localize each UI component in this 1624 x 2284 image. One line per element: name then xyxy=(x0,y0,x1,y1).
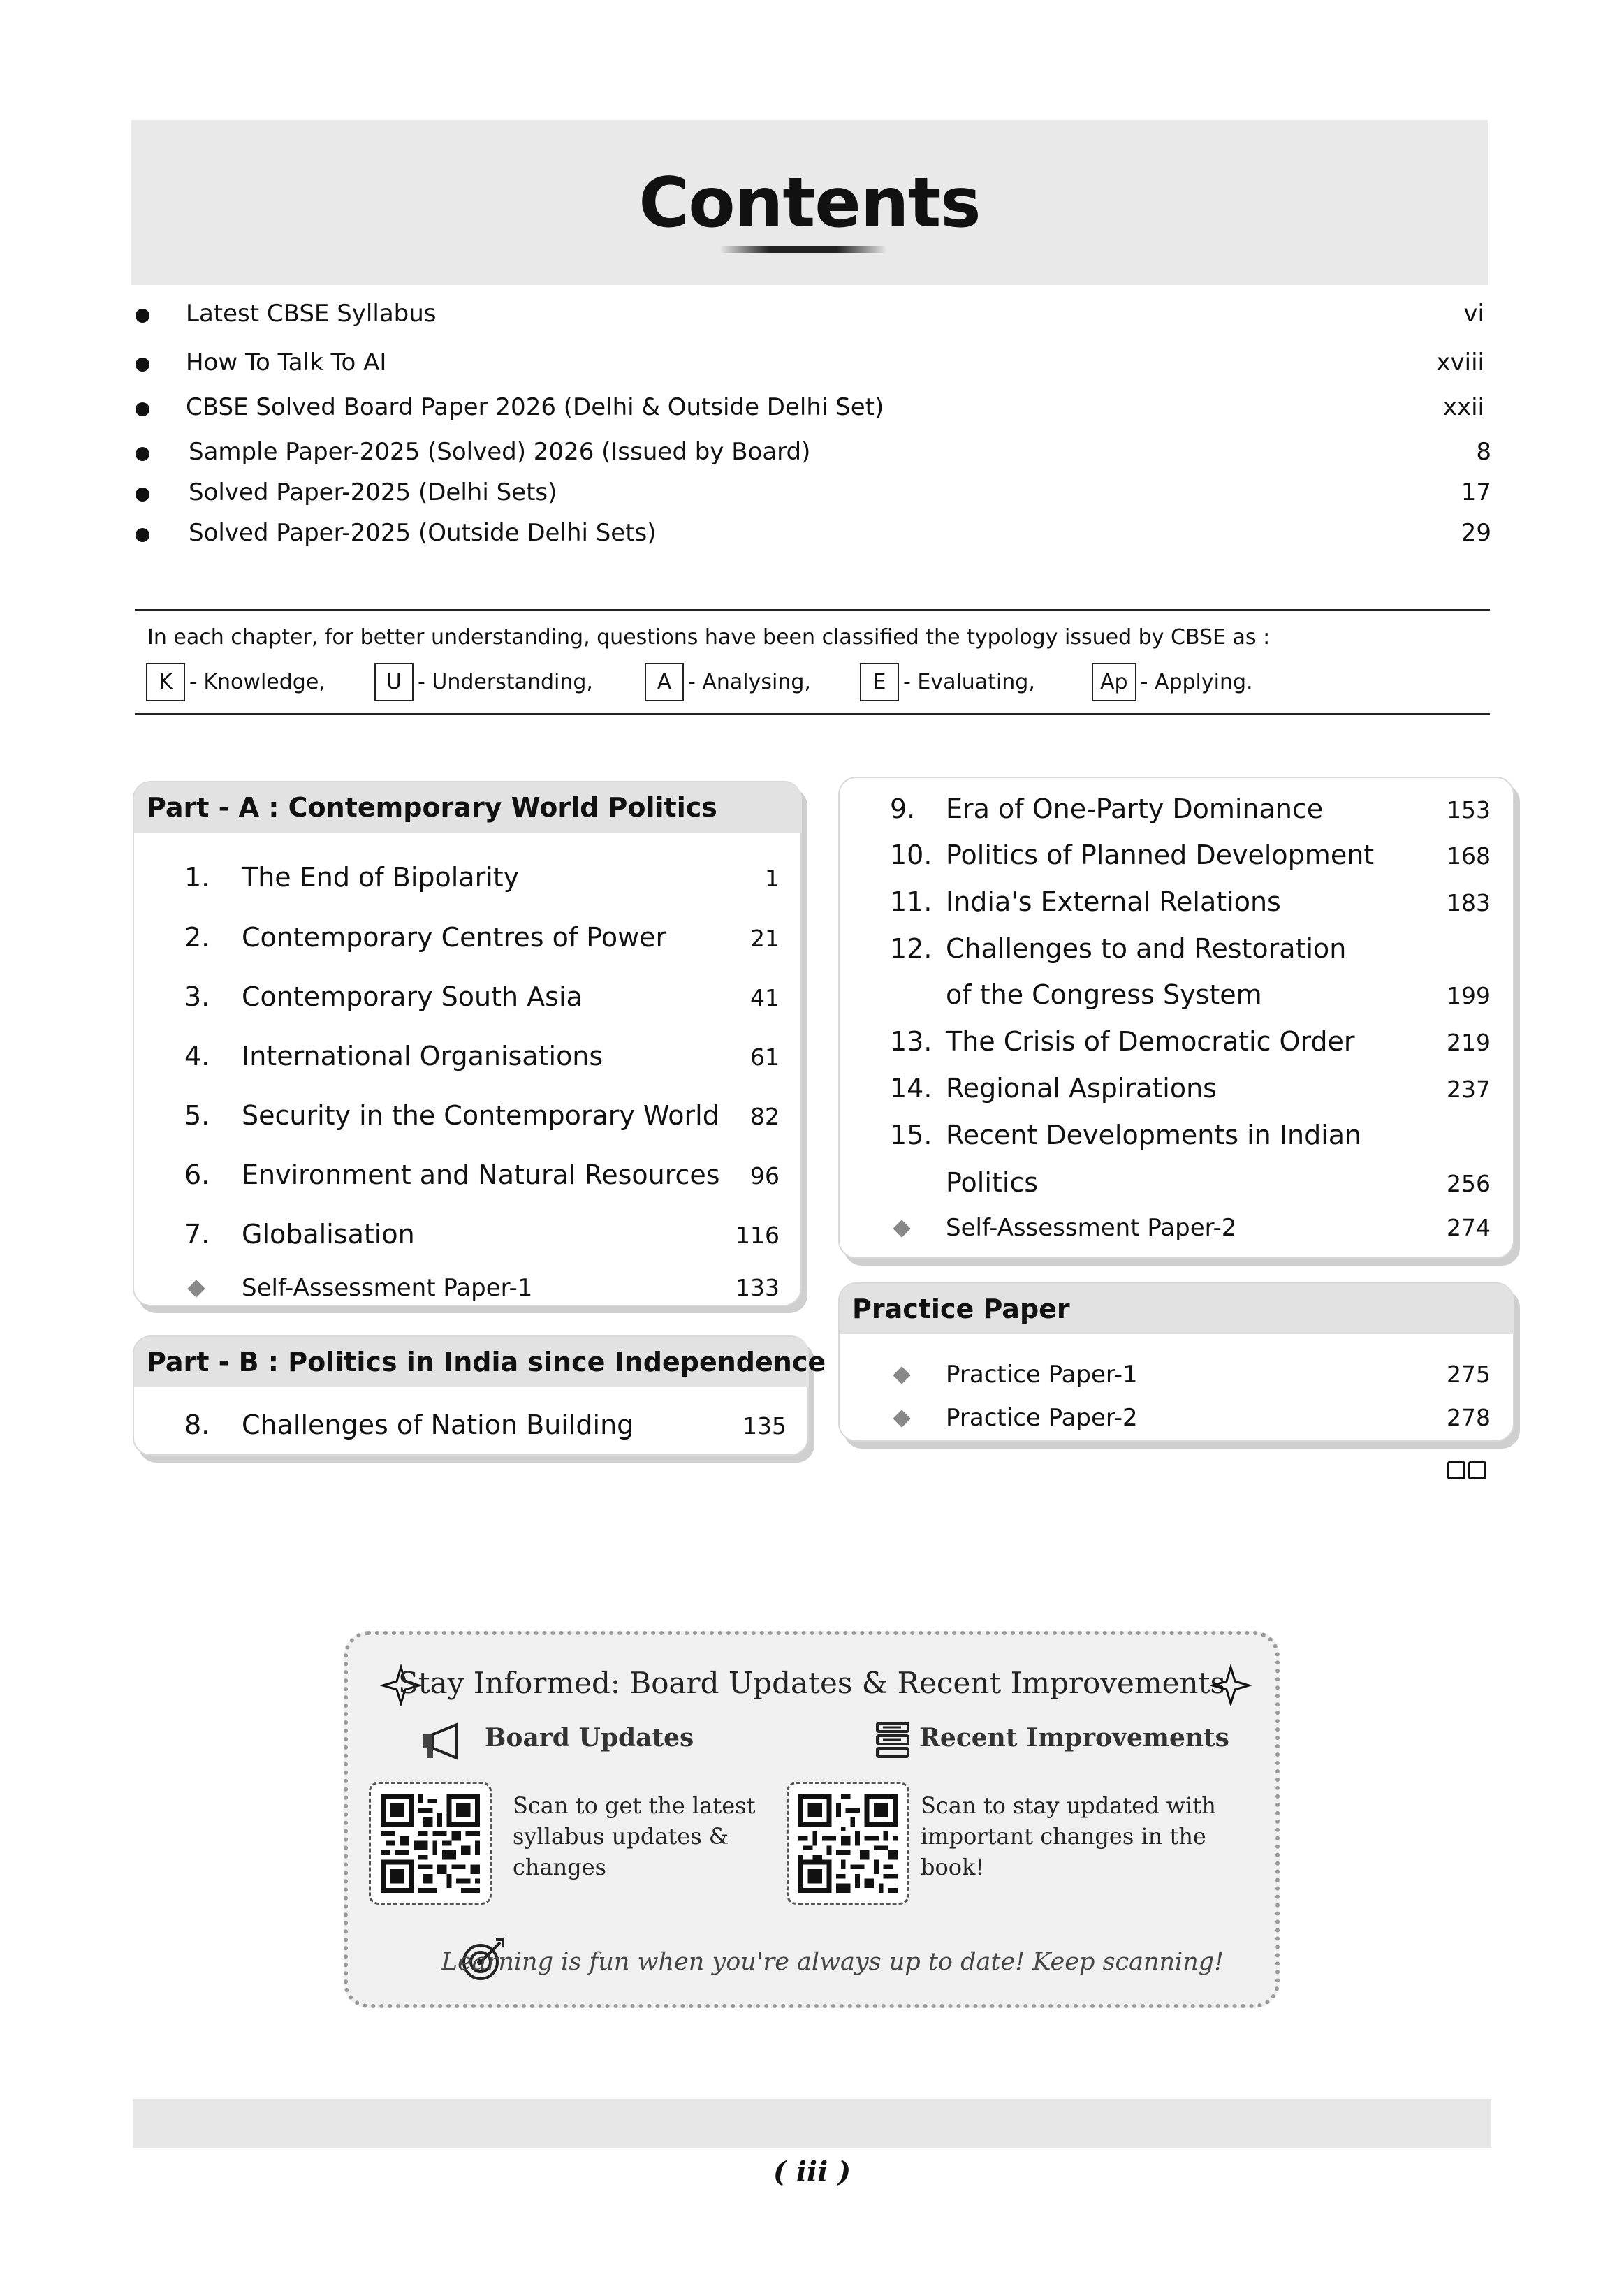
sparkle-icon xyxy=(1210,1664,1252,1706)
chapter-title: Contemporary Centres of Power xyxy=(242,922,667,953)
typology-key: U xyxy=(374,663,414,701)
chapter-number: 5. xyxy=(184,1100,210,1131)
typology-legend xyxy=(135,609,1490,715)
item-label: Sample Paper-2025 (Solved) 2026 (Issued by Board) xyxy=(189,438,811,466)
chapter-title: Contemporary South Asia xyxy=(242,981,583,1012)
practice-heading: Practice Paper xyxy=(852,1294,1070,1324)
chapter-number: 8. xyxy=(184,1410,210,1440)
chapter-number: 4. xyxy=(184,1041,210,1071)
typology-label: - Knowledge, xyxy=(189,669,325,694)
assessment-page: 133 xyxy=(736,1274,780,1301)
practice-row[interactable] xyxy=(890,1401,1491,1436)
part-b-header xyxy=(134,1337,826,1387)
chapter-title: Challenges to and Restoration xyxy=(946,933,1347,964)
chapter-title: Recent Developments in Indian xyxy=(946,1120,1362,1150)
chapter-row[interactable] xyxy=(184,981,780,1016)
chapter-row[interactable] xyxy=(184,1219,780,1254)
item-page: 8 xyxy=(1476,438,1491,466)
typology-item xyxy=(645,660,811,703)
chapter-title: Globalisation xyxy=(242,1219,415,1250)
chapter-row[interactable] xyxy=(890,1120,1491,1203)
practice-title: Practice Paper-2 xyxy=(946,1404,1138,1432)
diamond-icon xyxy=(893,1366,910,1384)
item-label: Solved Paper-2025 (Delhi Sets) xyxy=(189,478,557,506)
chapter-row[interactable] xyxy=(184,1100,780,1135)
bullet-icon xyxy=(136,309,149,323)
page-number: ( iii ) xyxy=(773,2155,851,2188)
list-item[interactable] xyxy=(133,476,1491,511)
bullet-icon xyxy=(136,402,149,416)
item-label: How To Talk To AI xyxy=(186,349,387,376)
item-label: Latest CBSE Syllabus xyxy=(186,300,437,328)
chapter-row[interactable] xyxy=(890,886,1491,921)
board-updates-heading: Board Updates xyxy=(485,1723,694,1752)
chapter-number: 7. xyxy=(184,1219,210,1250)
chapter-page: 61 xyxy=(750,1044,780,1071)
typology-label: - Understanding, xyxy=(418,669,593,694)
list-item[interactable] xyxy=(133,516,1491,551)
chapter-title: India's External Relations xyxy=(946,886,1281,917)
part-b-panel xyxy=(133,1335,826,1456)
chapter-title: Security in the Contemporary World xyxy=(242,1100,719,1131)
chapter-row[interactable] xyxy=(184,862,780,897)
part-b-continued-panel xyxy=(838,777,1514,1259)
part-a-header xyxy=(134,782,802,833)
part-b-heading: Part - B : Politics in India since Independence xyxy=(147,1347,826,1377)
chapter-number: 3. xyxy=(184,981,210,1012)
info-footer: Learning is fun when you're always up to date! Keep scanning! xyxy=(441,1948,1224,1976)
typology-label: - Evaluating, xyxy=(903,669,1035,694)
typology-item xyxy=(860,660,1035,703)
list-item[interactable] xyxy=(133,435,1491,470)
chapter-title: Politics of Planned Development xyxy=(946,840,1375,870)
typology-key: E xyxy=(860,663,899,701)
scan-text-line: Scan to get the latest xyxy=(513,1792,756,1819)
practice-title: Practice Paper-1 xyxy=(946,1361,1138,1389)
typology-key: Ap xyxy=(1092,663,1136,701)
typology-label: - Analysing, xyxy=(688,669,811,694)
page-title: Contents xyxy=(638,163,981,243)
chapter-number: 6. xyxy=(184,1159,210,1190)
board-updates-qr-code[interactable] xyxy=(369,1782,492,1905)
chapter-page: 183 xyxy=(1447,889,1491,916)
practice-paper-panel xyxy=(838,1282,1514,1442)
typology-key: K xyxy=(146,663,185,701)
chapter-row[interactable] xyxy=(184,1159,780,1194)
diamond-icon xyxy=(893,1220,910,1237)
recent-improvements-text xyxy=(921,1790,1216,1882)
scan-text-line: Scan to stay updated with xyxy=(921,1792,1216,1819)
chapter-row[interactable] xyxy=(890,933,1491,1017)
chapter-page: 199 xyxy=(1447,982,1491,1009)
chapter-page: 237 xyxy=(1447,1076,1491,1103)
part-a-heading: Part - A : Contemporary World Politics xyxy=(147,792,717,823)
chapter-row[interactable] xyxy=(890,1026,1491,1061)
assessment-row[interactable] xyxy=(184,1271,780,1306)
info-title: Stay Informed: Board Updates & Recent Improvements xyxy=(397,1666,1226,1700)
bullet-icon xyxy=(136,488,149,502)
chapter-row[interactable] xyxy=(184,1410,787,1444)
chapter-page: 21 xyxy=(750,925,780,952)
item-page: vi xyxy=(1463,300,1484,328)
chapter-title: The End of Bipolarity xyxy=(242,862,520,893)
typology-label: - Applying. xyxy=(1140,669,1253,694)
stay-informed-box xyxy=(344,1631,1280,2008)
assessment-title: Self-Assessment Paper-1 xyxy=(242,1274,533,1302)
chapter-page: 153 xyxy=(1447,796,1491,823)
chapter-number: 2. xyxy=(184,922,210,953)
chapter-row[interactable] xyxy=(890,1073,1491,1108)
typology-key: A xyxy=(645,663,684,701)
books-icon xyxy=(873,1720,912,1761)
item-page: 17 xyxy=(1461,478,1491,506)
typology-intro: In each chapter, for better understanding, questions have been classified the typology issued by CBSE as : xyxy=(147,625,1271,650)
chapter-title: Environment and Natural Resources xyxy=(242,1159,720,1190)
part-a-panel xyxy=(133,781,802,1306)
list-item[interactable] xyxy=(133,297,1491,332)
list-item[interactable] xyxy=(133,346,1491,381)
chapter-title: International Organisations xyxy=(242,1041,603,1071)
practice-page: 275 xyxy=(1447,1361,1491,1388)
item-page: xviii xyxy=(1436,349,1484,376)
diamond-icon xyxy=(187,1280,205,1297)
chapter-number: 9. xyxy=(890,793,916,824)
chapter-number: 15. xyxy=(890,1120,932,1150)
board-updates-text xyxy=(513,1790,755,1882)
chapter-page: 1 xyxy=(765,865,780,892)
chapter-title: Regional Aspirations xyxy=(946,1073,1217,1104)
contents-header xyxy=(131,120,1488,285)
practice-row[interactable] xyxy=(890,1358,1491,1393)
item-page: 29 xyxy=(1461,519,1491,547)
chapter-page: 168 xyxy=(1447,842,1491,870)
item-label: CBSE Solved Board Paper 2026 (Delhi & Outside Delhi Set) xyxy=(186,393,884,421)
megaphone-icon xyxy=(420,1722,468,1761)
chapter-page: 219 xyxy=(1447,1029,1491,1056)
bullet-icon xyxy=(136,358,149,372)
assessment-page: 274 xyxy=(1447,1214,1491,1241)
chapter-page: 256 xyxy=(1447,1170,1491,1197)
chapter-row[interactable] xyxy=(890,840,1491,874)
chapter-title: The Crisis of Democratic Order xyxy=(946,1026,1355,1057)
item-page: xxii xyxy=(1442,393,1484,421)
item-label: Solved Paper-2025 (Outside Delhi Sets) xyxy=(189,519,657,547)
chapter-page: 116 xyxy=(736,1222,780,1249)
chapter-page: 41 xyxy=(750,984,780,1011)
scan-text-line: syllabus updates & xyxy=(513,1823,729,1850)
diamond-icon xyxy=(893,1410,910,1427)
chapter-number: 13. xyxy=(890,1026,932,1057)
chapter-number: 11. xyxy=(890,886,932,917)
chapter-row[interactable] xyxy=(184,922,780,957)
chapter-row[interactable] xyxy=(890,793,1491,828)
chapter-title-line2: of the Congress System xyxy=(946,979,1262,1010)
bullet-icon xyxy=(136,528,149,542)
bullet-icon xyxy=(136,447,149,461)
chapter-page: 96 xyxy=(750,1162,780,1189)
chapter-row[interactable] xyxy=(184,1041,780,1076)
chapter-number: 1. xyxy=(184,862,210,893)
chapter-page: 135 xyxy=(742,1412,787,1440)
scan-text-line: book! xyxy=(921,1854,985,1880)
practice-header xyxy=(840,1284,1514,1334)
end-mark-icon xyxy=(1447,1461,1486,1479)
chapter-page: 82 xyxy=(750,1103,780,1130)
chapter-number: 14. xyxy=(890,1073,932,1104)
assessment-title: Self-Assessment Paper-2 xyxy=(946,1214,1237,1242)
recent-improvements-qr-code[interactable] xyxy=(787,1782,909,1905)
title-underline xyxy=(719,246,887,253)
assessment-row[interactable] xyxy=(890,1211,1491,1246)
scan-text-line: changes xyxy=(513,1854,607,1880)
chapter-number: 12. xyxy=(890,933,932,964)
scan-text-line: important changes in the xyxy=(921,1823,1206,1850)
chapter-number: 10. xyxy=(890,840,932,870)
chapter-title-line2: Politics xyxy=(946,1167,1039,1198)
typology-item xyxy=(374,660,593,703)
practice-page: 278 xyxy=(1447,1404,1491,1431)
footer-band xyxy=(133,2099,1491,2148)
typology-item xyxy=(146,660,325,703)
list-item[interactable] xyxy=(133,390,1491,425)
recent-improvements-heading: Recent Improvements xyxy=(919,1723,1229,1752)
typology-item xyxy=(1092,660,1253,703)
chapter-title: Era of One-Party Dominance xyxy=(946,793,1324,824)
chapter-title: Challenges of Nation Building xyxy=(242,1410,634,1440)
